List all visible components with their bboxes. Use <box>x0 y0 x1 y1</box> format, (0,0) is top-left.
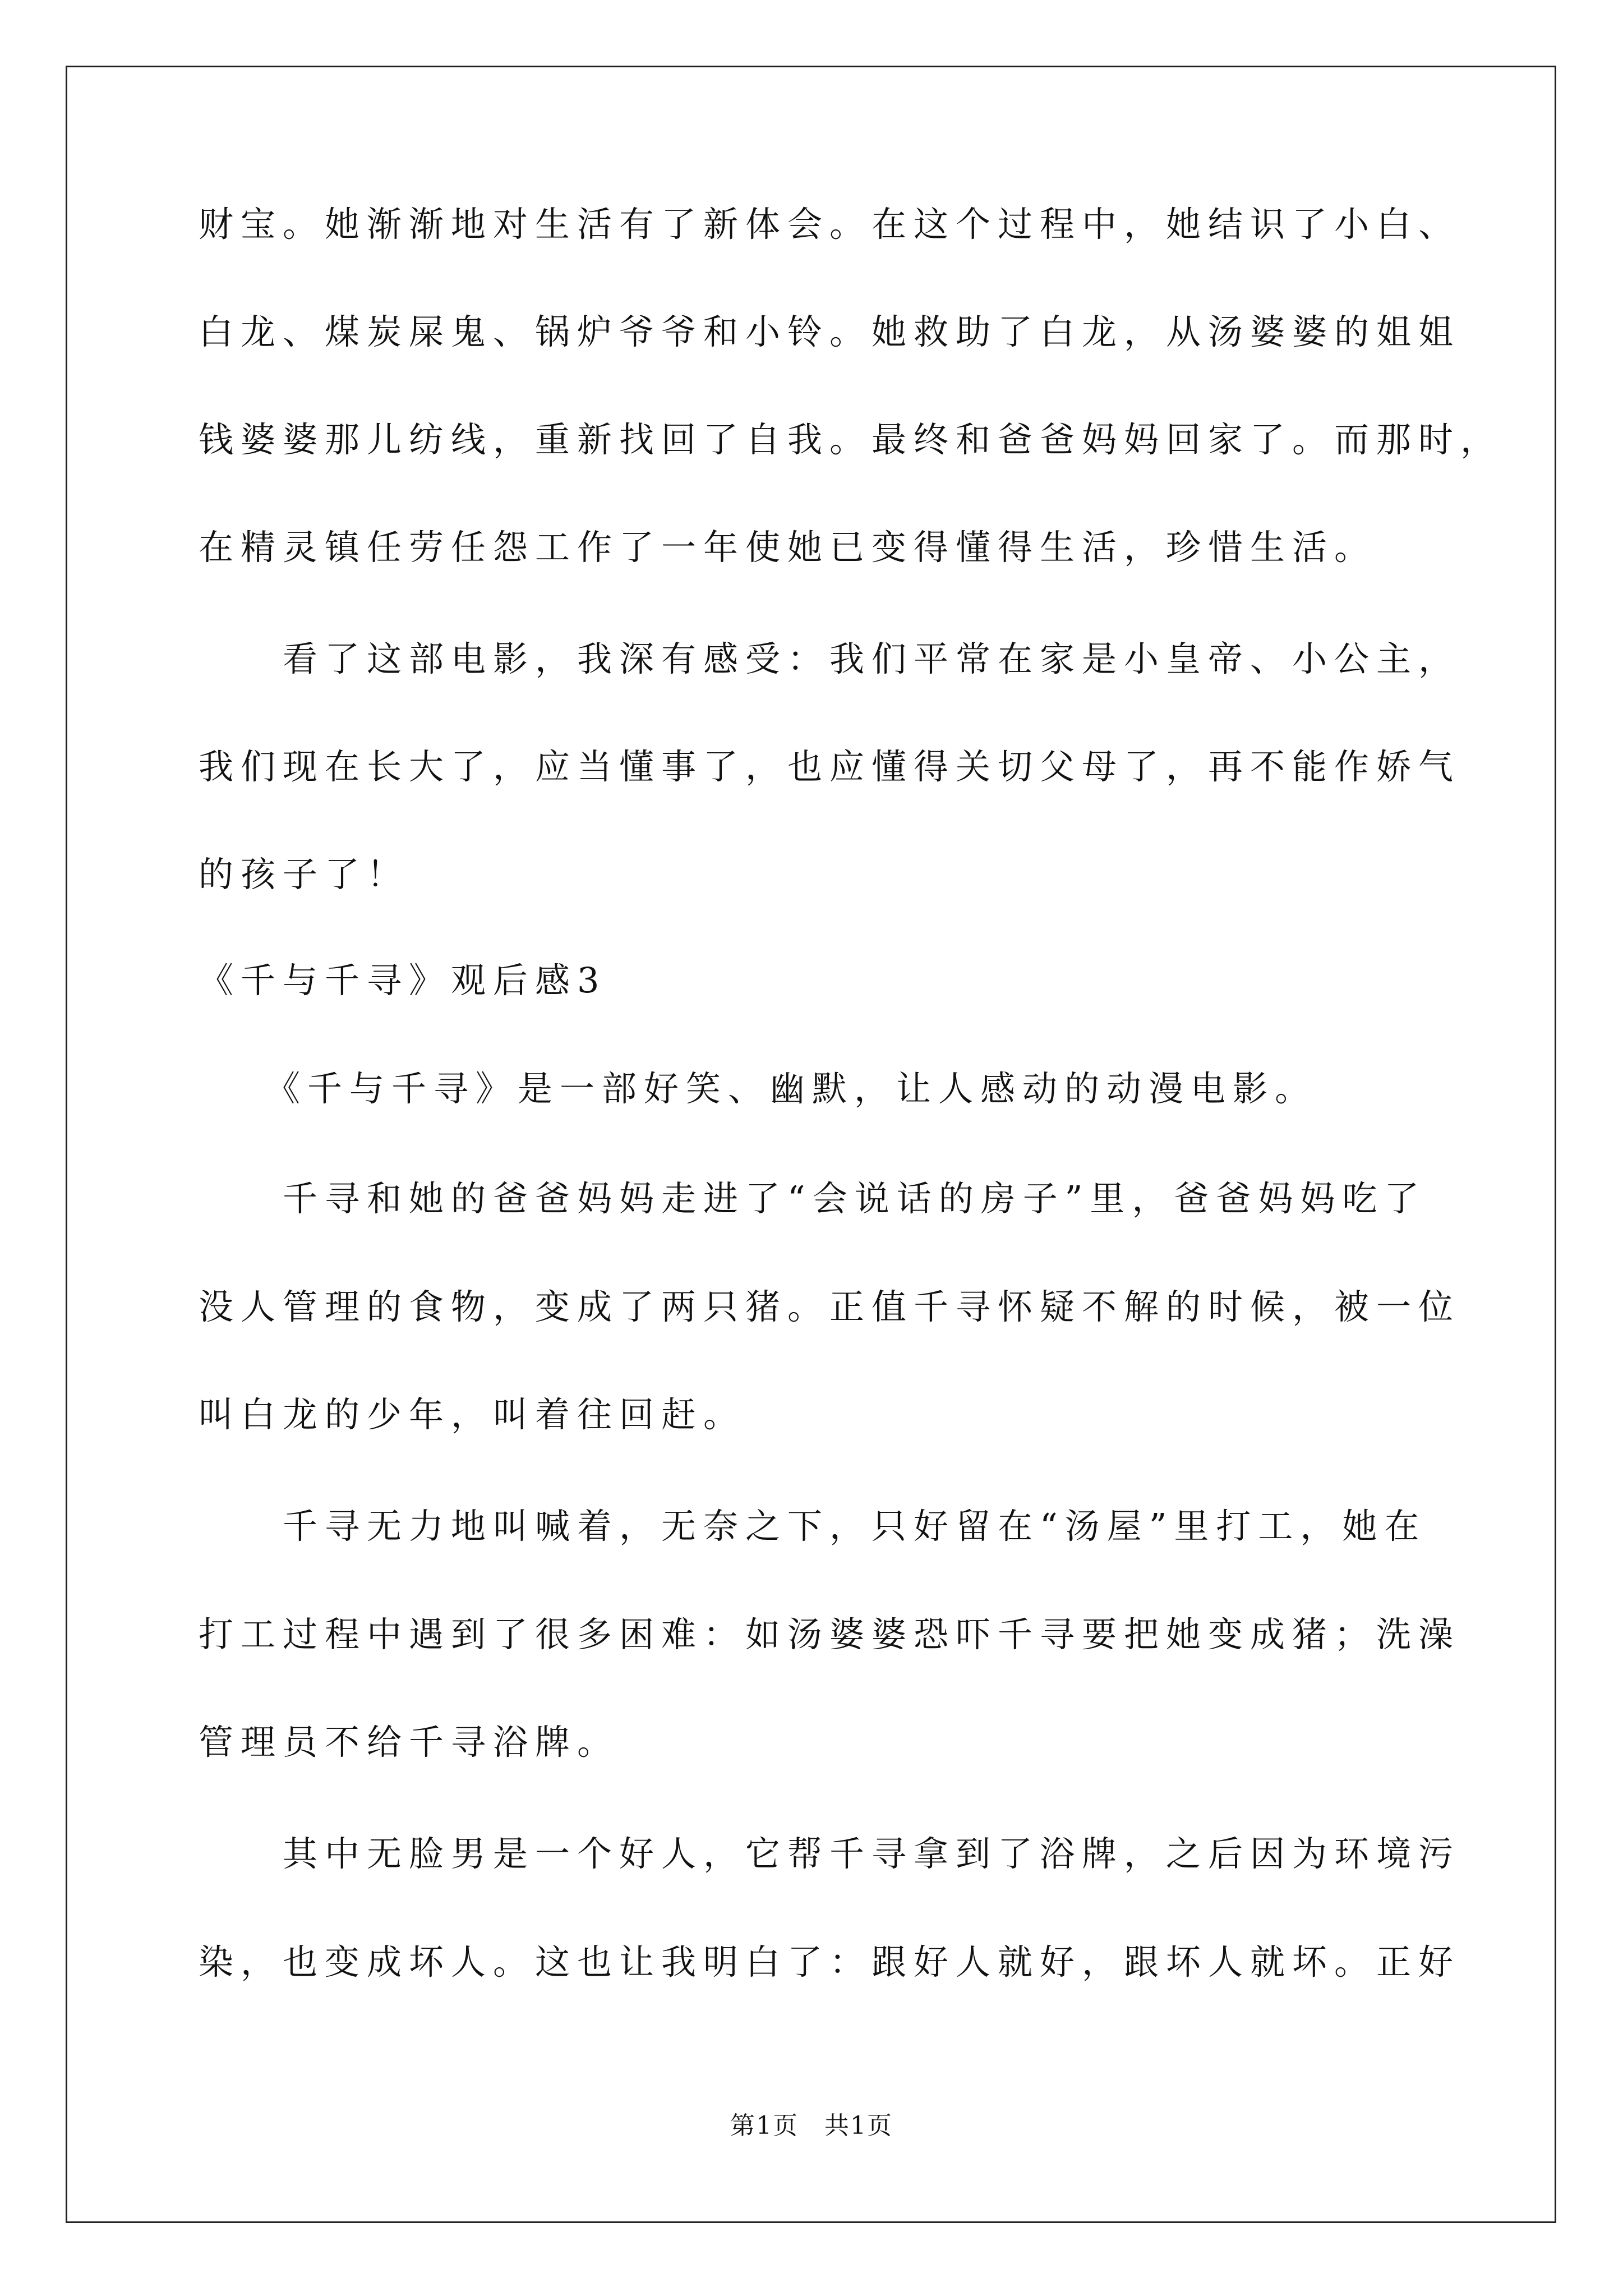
page-number-footer: 第1页 共1页 <box>730 2111 893 2140</box>
page-border <box>66 66 1556 2223</box>
text-line: 打工过程中遇到了很多困难：如汤婆婆恐吓千寻要把她变成猪；洗澡 <box>199 1614 1461 1655</box>
text-line: 的孩子了！ <box>199 854 409 895</box>
section-heading: 《千与千寻》观后感3 <box>199 960 607 1001</box>
paragraph-start-line: 千寻无力地叫喊着，无奈之下，只好留在“汤屋”里打工，她在 <box>199 1506 1427 1547</box>
paragraph-start-line: 其中无脸男是一个好人，它帮千寻拿到了浴牌，之后因为环境污 <box>199 1833 1461 1874</box>
text-line: 我们现在长大了，应当懂事了，也应懂得关切父母了，再不能作娇气 <box>199 746 1461 787</box>
paragraph-start-line: 看了这部电影，我深有感受：我们平常在家是小皇帝、小公主， <box>199 638 1461 679</box>
text-line: 叫白龙的少年，叫着往回赶。 <box>199 1394 746 1435</box>
text-line: 染，也变成坏人。这也让我明白了：跟好人就好，跟坏人就坏。正好 <box>199 1941 1461 1982</box>
text-line: 财宝。她渐渐地对生活有了新体会。在这个过程中，她结识了小白、 <box>199 204 1461 245</box>
paragraph-start-line: 《千与千寻》是一部好笑、幽默，让人感动的动漫电影。 <box>199 1068 1317 1109</box>
text-line: 在精灵镇任劳任怨工作了一年使她已变得懂得生活，珍惜生活。 <box>199 527 1377 568</box>
paragraph-start-line: 千寻和她的爸爸妈妈走进了“会说话的房子”里，爸爸妈妈吃了 <box>199 1178 1427 1219</box>
text-line: 白龙、煤炭屎鬼、锅炉爷爷和小铃。她救助了白龙，从汤婆婆的姐姐 <box>199 311 1461 352</box>
text-line: 没人管理的食物，变成了两只猪。正值千寻怀疑不解的时候，被一位 <box>199 1286 1461 1327</box>
text-line: 管理员不给千寻浴牌。 <box>199 1722 620 1763</box>
text-line: 钱婆婆那儿纺线，重新找回了自我。最终和爸爸妈妈回家了。而那时， <box>199 419 1503 460</box>
